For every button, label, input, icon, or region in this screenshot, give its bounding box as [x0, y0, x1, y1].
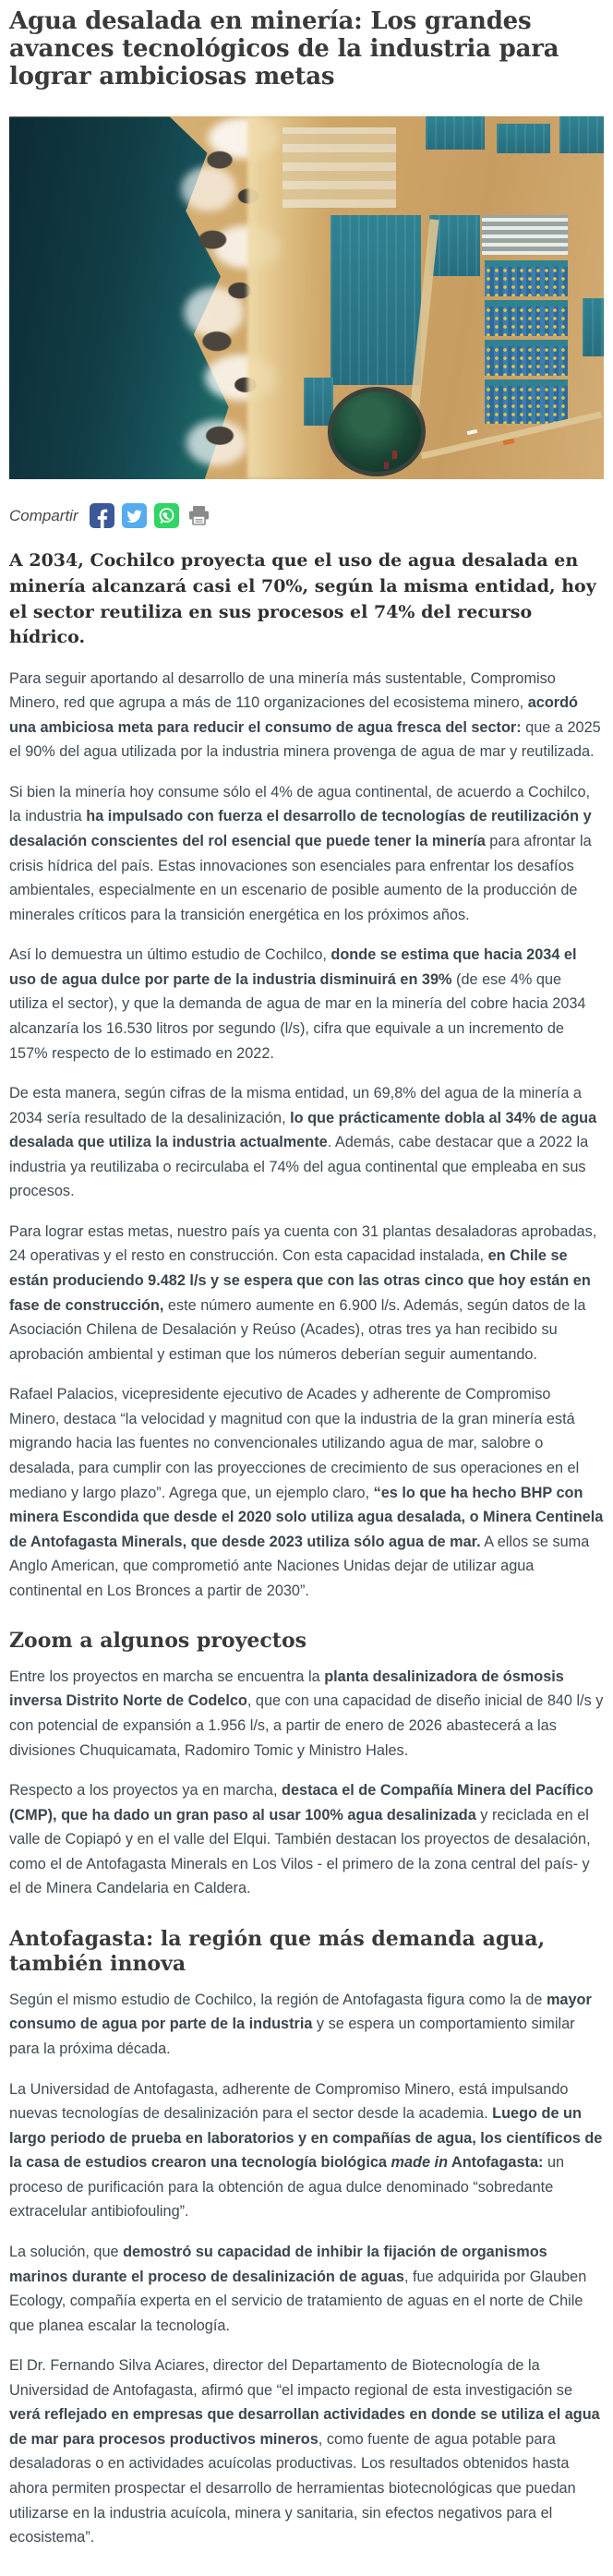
article-paragraph — [9, 1081, 604, 1204]
hero-top-right-building-3 — [559, 116, 604, 152]
share-bar — [9, 503, 604, 528]
paragraph-segment: , como fuente de agua potable para desaladoras o en actividades acuícolas productivas. Los resultados obtenidos hasta ahora permiten prospectar el desarrollo de herramientas biotecnológicas que puedan utilizarse en la industria acuícola, minera y sanitaria, sin efectos negativos para el ecosistema”. — [9, 2430, 576, 2546]
article-paragraph — [9, 780, 604, 927]
hero-rack-row — [485, 260, 568, 296]
paragraph-segment: destaca el de Compañía Minera del Pacífico (CMP), que ha dado un gran paso al usar 100% agua desalinizada — [9, 1782, 594, 1824]
paragraph-segment: Antofagasta: — [448, 2154, 544, 2172]
hero-main-plant-building — [331, 215, 421, 386]
paragraph-segment: Respecto a los proyectos ya en marcha, — [9, 1782, 282, 1800]
paragraph-segment: este número aumente en 6.900 l/s. Además, según datos de la Asociación Chilena de Desalación y Reúso (Acades), otras tres ya han recibido su aprobación ambiental y estiman que los números deberían seguir aumentando. — [9, 1296, 586, 1363]
paragraph-segment: mayor consumo de agua por parte de la industria — [9, 1991, 592, 2033]
article-paragraph — [9, 1665, 604, 1763]
paragraph-segment: y se espera un comportamiento similar para la próxima década. — [9, 2016, 575, 2058]
hero-truck-dark-red — [384, 462, 389, 469]
paragraph-segment: El Dr. Fernando Silva Aciares, director del Departamento de Biotecnología de la Universidad de Antofagasta, afirmó que “el impacto regional de esta investigación se — [9, 2357, 572, 2399]
paragraph-segment: para afrontar la crisis hídrica del país. Estas innovaciones son esenciales para enfrentar los desafíos ambientales, especialmente en un escenario de posible aumento de la producción de minerales críticos para la transición energética en los próximos años. — [9, 833, 592, 923]
twitter-icon — [122, 503, 147, 528]
paragraph-segment: Si bien la minería hoy consume sólo el 4% de agua continental, de acuerdo a Cochilco, la industria — [9, 783, 591, 825]
paragraph-segment: De esta manera, según cifras de la misma entidad, un 69,8% del agua de la minería a 2034 sería resultado de la desalinización, — [9, 1085, 582, 1126]
article-body — [9, 667, 604, 2550]
hero-far-right-building — [583, 298, 604, 356]
paragraph-segment: verá reflejado en empresas que desarrollan actividades en donde se utiliza el agua de mar para procesos productivos mineros — [9, 2406, 600, 2448]
paragraph-segment: planta desalinizadora de ósmosis inversa Distrito Norte de Codelco — [9, 1667, 564, 1710]
paragraph-segment: lo que prácticamente dobla al 34% de agua desalada que utiliza la industria actualmente — [9, 1109, 597, 1151]
paragraph-segment: y reciclada en el valle de Copiapó y en el valle del Elqui. También destacan los proyectos de desalación, como el de Antofagasta Minerals en Los Vilos - el primero de la zona central del país- y el de Minera Candelaria en Caldera. — [9, 1806, 591, 1897]
paragraph-segment: Luego de un largo periodo de prueba en laboratorios y en compañías de agua, los científicos de la casa de estudios crearon una tecnología biológica — [9, 2105, 603, 2172]
paragraph-segment: que a 2025 el 90% del agua utilizada por la industria minera provenga de agua de mar y reutilizada. — [9, 718, 601, 761]
hero-rack-row — [485, 340, 568, 376]
paragraph-segment: demostró su capacidad de inhibir la fijación de organismos marinos durante el proceso de desalinización de aguas — [9, 2243, 547, 2285]
paragraph-segment: en Chile se están produciendo 9.482 l/s y se espera que con las otras cinco que hoy están en fase de construcción, — [9, 1247, 591, 1314]
hero-truck-orange — [502, 439, 514, 446]
section-heading: Antofagasta: la región que más demanda agua, también innova — [9, 1926, 546, 1977]
paragraph-segment: ha impulsado con fuerza el desarrollo de tecnologías de reutilización y desalación conscientes del rol esencial que puede tener la minería — [9, 808, 592, 850]
paragraph-segment: “es lo que ha hecho BHP con minera Escondida que desde el 2020 solo utiliza agua desalada, o Minera Centinela de Antofagasta Minerals, que desde 2023 utiliza sólo agua de mar. — [9, 1484, 604, 1550]
twitter-share-button[interactable] — [122, 503, 147, 528]
article-paragraph — [9, 1382, 604, 1603]
article-paragraph — [9, 1778, 604, 1901]
paragraph-segment: Entre los proyectos en marcha se encuentra la — [9, 1667, 325, 1685]
whatsapp-share-button[interactable] — [154, 503, 179, 528]
hero-circular-pool — [328, 387, 426, 475]
printer-icon — [186, 503, 211, 528]
article-lede: A 2034, Cochilco proyecta que el uso de agua desalada en minería alcanzará casi el 70%, según la misma entidad, hoy el sector reutiliza en sus procesos el 74% del recurso hídrico. — [9, 550, 596, 648]
article-paragraph — [9, 2240, 604, 2338]
paragraph-segment: acordó una ambiciosa meta para reducir el consumo de agua fresca del sector: — [9, 694, 579, 736]
article-paragraph — [9, 2353, 604, 2550]
hero-rack-row — [485, 300, 568, 336]
paragraph-segment: Rafael Palacios, vicepresidente ejecutivo de Acades y adherente de Compromiso Minero, destaca “la velocidad y magnitud con que la industria de la gran minería está migrando hacia las fuentes no convencionales utilizando agua de mar, salobre o desalada, para cumplir con las proyecciones de crecimiento de sus operaciones en el mediano y largo plazo”. Agrega que, un ejemplo claro, — [9, 1386, 580, 1501]
paragraph-segment: donde se estima que hacia 2034 el uso de agua dulce por parte de la industria disminuirá en 39% — [9, 946, 577, 988]
paragraph-segment: , fue adquirida por Glauben Ecology, compañía experta en el servicio de tratamiento de aguas en el norte de Chile que planea escalar la tecnología. — [9, 2268, 587, 2334]
facebook-icon — [90, 503, 114, 528]
hero-top-right-building-2 — [497, 124, 550, 152]
paragraph-segment: La solución, que — [9, 2243, 124, 2260]
paragraph-segment: . Además, cabe destacar que a 2022 la industria ya reutilizaba o recirculaba el 74% del agua continental que empleaba en sus procesos. — [9, 1134, 589, 1200]
facebook-share-button[interactable] — [90, 503, 114, 528]
paragraph-segment: Para seguir aportando al desarrollo de una minería más sustentable, Compromiso Minero, red que agrupa a más de 110 organizaciones del ecosistema minero, — [9, 669, 556, 712]
hero-truck-white — [467, 429, 478, 435]
print-button[interactable] — [186, 503, 211, 528]
article-paragraph — [9, 667, 604, 764]
hero-construction-yard — [282, 127, 395, 207]
paragraph-segment: A ellos se suma Anglo American, que comprometió ante Naciones Unidas dejar de utilizar agua continental en Los Bronces a partir de 2030”. — [9, 1533, 590, 1599]
hero-gray-rack-rows — [482, 215, 568, 255]
paragraph-segment: made in — [391, 2154, 449, 2172]
paragraph-segment: Para lograr estas metas, nuestro país ya cuenta con 31 plantas desaladoras aprobadas, 24 operativas y el resto en construcción. Con esta capacidad instalada, — [9, 1222, 597, 1265]
section-heading: Zoom a algunos proyectos — [9, 1629, 307, 1654]
article-paragraph — [9, 943, 604, 1065]
article-paragraph — [9, 1988, 604, 2062]
hero-truck-red — [392, 451, 397, 459]
paragraph-segment: Según el mismo estudio de Cochilco, la región de Antofagasta figura como la de — [9, 1991, 547, 2008]
paragraph-segment: La Universidad de Antofagasta, adherente de Compromiso Minero, está impulsando nuevas tecnologías de desalinización para el sector desde la academia. — [9, 2080, 569, 2123]
article-paragraph — [9, 2077, 604, 2224]
paragraph-segment: un proceso de purificación para la obtención de agua dulce denominado “sobredante extracelular antibiofouling”. — [9, 2154, 565, 2221]
paragraph-segment: Así lo demuestra un último estudio de Cochilco, — [9, 946, 331, 964]
hero-rack-row — [485, 379, 568, 423]
share-label: Compartir — [9, 506, 78, 524]
paragraph-segment: (de ese 4% que utiliza el sector), y que la demanda de agua de mar en la minería del cobre hacia 2034 alcanzaría los 16.530 litros por segundo (l/s), cifra que equivale a un incremento de 157% respecto de lo estimado en 2022. — [9, 970, 586, 1062]
article-headline: Agua desalada en minería: Los grandes avances tecnológicos de la industria para lograr ambiciosas metas — [9, 7, 559, 91]
whatsapp-icon — [154, 503, 179, 528]
article-paragraph — [9, 1220, 604, 1366]
hero-top-right-building-1 — [426, 116, 485, 149]
hero-image — [9, 116, 604, 479]
paragraph-segment: , que con una capacidad de diseño inicial de 840 l/s y con potencial de expansión a 1.956 l/s, a partir de enero de 2026 abastecerá a las divisiones Chuquicamata, Radomiro Tomic y Ministro Hales. — [9, 1692, 604, 1759]
